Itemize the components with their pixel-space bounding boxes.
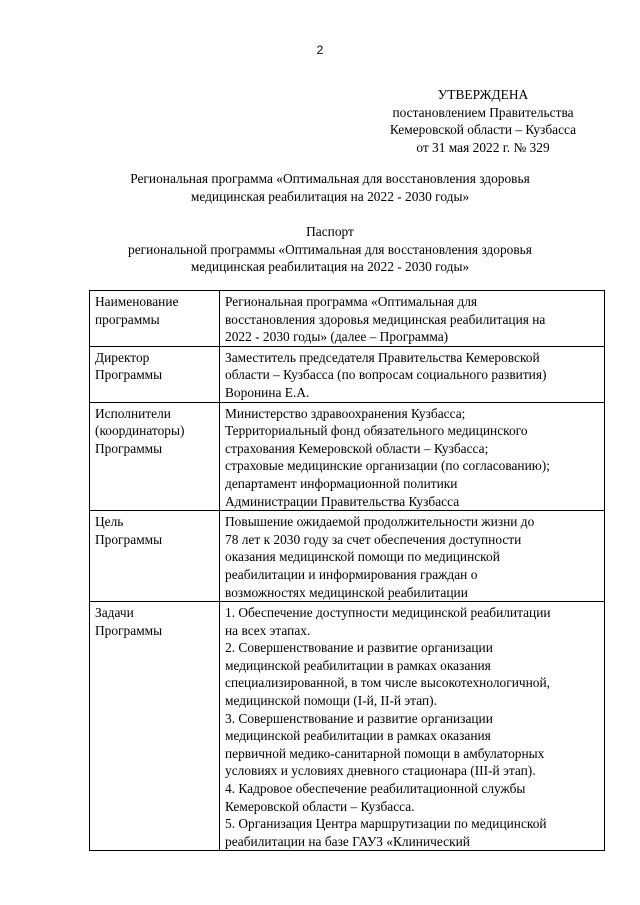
row-value-line: оказания медицинской помощи по медицинской: [225, 549, 500, 565]
row-value-line: медицинской помощи (I-й, II-й этап).: [225, 693, 437, 709]
row-value-line: условиях и условиях дневного стационара (III-й этап).: [225, 763, 536, 779]
row-value-line: специализированной, в том числе высокотехнологичной,: [225, 675, 550, 691]
row-label-line: Наименование: [95, 294, 179, 309]
row-value-line: Повышение ожидаемой продолжительности жизни до: [225, 514, 535, 530]
row-label-line: Программы: [95, 367, 163, 383]
row-label-line: Исполнители: [95, 405, 171, 421]
row-label-line: Программы: [95, 622, 163, 638]
row-value-line: восстановления здоровья медицинская реабилитация на: [225, 311, 546, 327]
passport-table: [89, 290, 605, 851]
row-label-line: Программы: [95, 440, 163, 456]
row-value-line: медицинской реабилитации в рамках оказания: [225, 657, 491, 673]
row-value-cell: [220, 402, 605, 511]
row-value-line: возможностях медицинской реабилитации: [225, 584, 468, 600]
row-value-line: реабилитации на базе ГАУЗ «Клинический: [225, 833, 470, 849]
row-value-line: Кемеровской области – Кузбасса.: [225, 798, 415, 814]
row-value-line: 2. Совершенствование и развитие организации: [225, 640, 493, 656]
row-value-line: страхования Кемеровской области – Кузбасса;: [225, 440, 489, 456]
row-value-line: страховые медицинские организации (по согласованию);: [225, 458, 550, 474]
row-label-line: Цель: [95, 514, 124, 530]
row-value-line: 3. Совершенствование и развитие организации: [225, 710, 493, 726]
row-label-line: (координаторы): [95, 423, 185, 439]
row-value-line: 5. Организация Центра маршрутизации по медицинской: [225, 816, 547, 832]
row-label-cell: [90, 511, 220, 602]
row-value-line: Министерство здравоохранения Кузбасса;: [225, 405, 466, 421]
passport-heading-line: медицинская реабилитация на 2022 - 2030 годы»: [190, 259, 470, 275]
passport-heading-line: Паспорт: [306, 224, 354, 239]
row-value-cell: [220, 346, 605, 402]
row-value-line: на всех этапах.: [225, 622, 311, 638]
row-value-cell: [220, 602, 605, 851]
page-number: 2: [316, 43, 324, 57]
program-title-line: медицинская реабилитация на 2022 - 2030 годы»: [190, 188, 470, 204]
row-value-line: Воронина Е.А.: [225, 384, 310, 400]
program-title-line: Региональная программа «Оптимальная для восстановления здоровья: [130, 171, 530, 186]
table-row: [90, 291, 605, 347]
table-row: [90, 602, 605, 851]
table-row: [90, 346, 605, 402]
approval-line: Кемеровской области – Кузбасса: [389, 122, 577, 138]
passport-heading-line: региональной программы «Оптимальная для восстановления здоровья: [128, 241, 532, 257]
row-label-line: Директор: [95, 349, 150, 365]
approval-line: от 31 мая 2022 г. № 329: [416, 139, 550, 155]
passport-heading: [70, 223, 590, 276]
row-label-line: Задачи: [95, 605, 134, 621]
row-value-line: 78 лет к 2030 году за счет обеспечения доступности: [225, 531, 522, 547]
row-label-cell: [90, 346, 220, 402]
row-value-line: медицинской реабилитации в рамках оказания: [225, 728, 491, 744]
row-value-line: 1. Обеспечение доступности медицинской реабилитации: [225, 605, 551, 621]
row-label-cell: [90, 291, 220, 347]
row-label-cell: [90, 602, 220, 851]
row-value-line: департамент информационной политики: [225, 475, 458, 491]
row-value-cell: [220, 291, 605, 347]
row-value-line: области – Кузбасса (по вопросам социального развития): [225, 367, 547, 383]
row-value-line: Территориальный фонд обязательного медицинского: [225, 423, 528, 439]
table-row: [90, 511, 605, 602]
row-value-line: первичной медико-санитарной помощи в амбулаторных: [225, 745, 545, 761]
row-label-line: Программы: [95, 531, 163, 547]
row-value-line: Заместитель председателя Правительства Кемеровской: [225, 349, 540, 365]
program-title: [70, 170, 590, 205]
row-value-line: Администрации Правительства Кузбасса: [225, 493, 460, 509]
table-row: [90, 402, 605, 511]
row-value-line: 2022 - 2030 годы» (далее – Программа): [225, 329, 449, 345]
row-label-cell: [90, 402, 220, 511]
row-value-line: реабилитации и информирования граждан о: [225, 566, 478, 582]
row-value-line: Региональная программа «Оптимальная для: [225, 294, 478, 309]
row-value-cell: [220, 511, 605, 602]
approval-line: УТВЕРЖДЕНА: [437, 87, 529, 102]
approval-line: постановлением Правительства: [392, 104, 574, 120]
approval-block: [370, 86, 596, 156]
row-value-line: 4. Кадровое обеспечение реабилитационной службы: [225, 781, 526, 797]
row-label-line: программы: [95, 311, 160, 327]
